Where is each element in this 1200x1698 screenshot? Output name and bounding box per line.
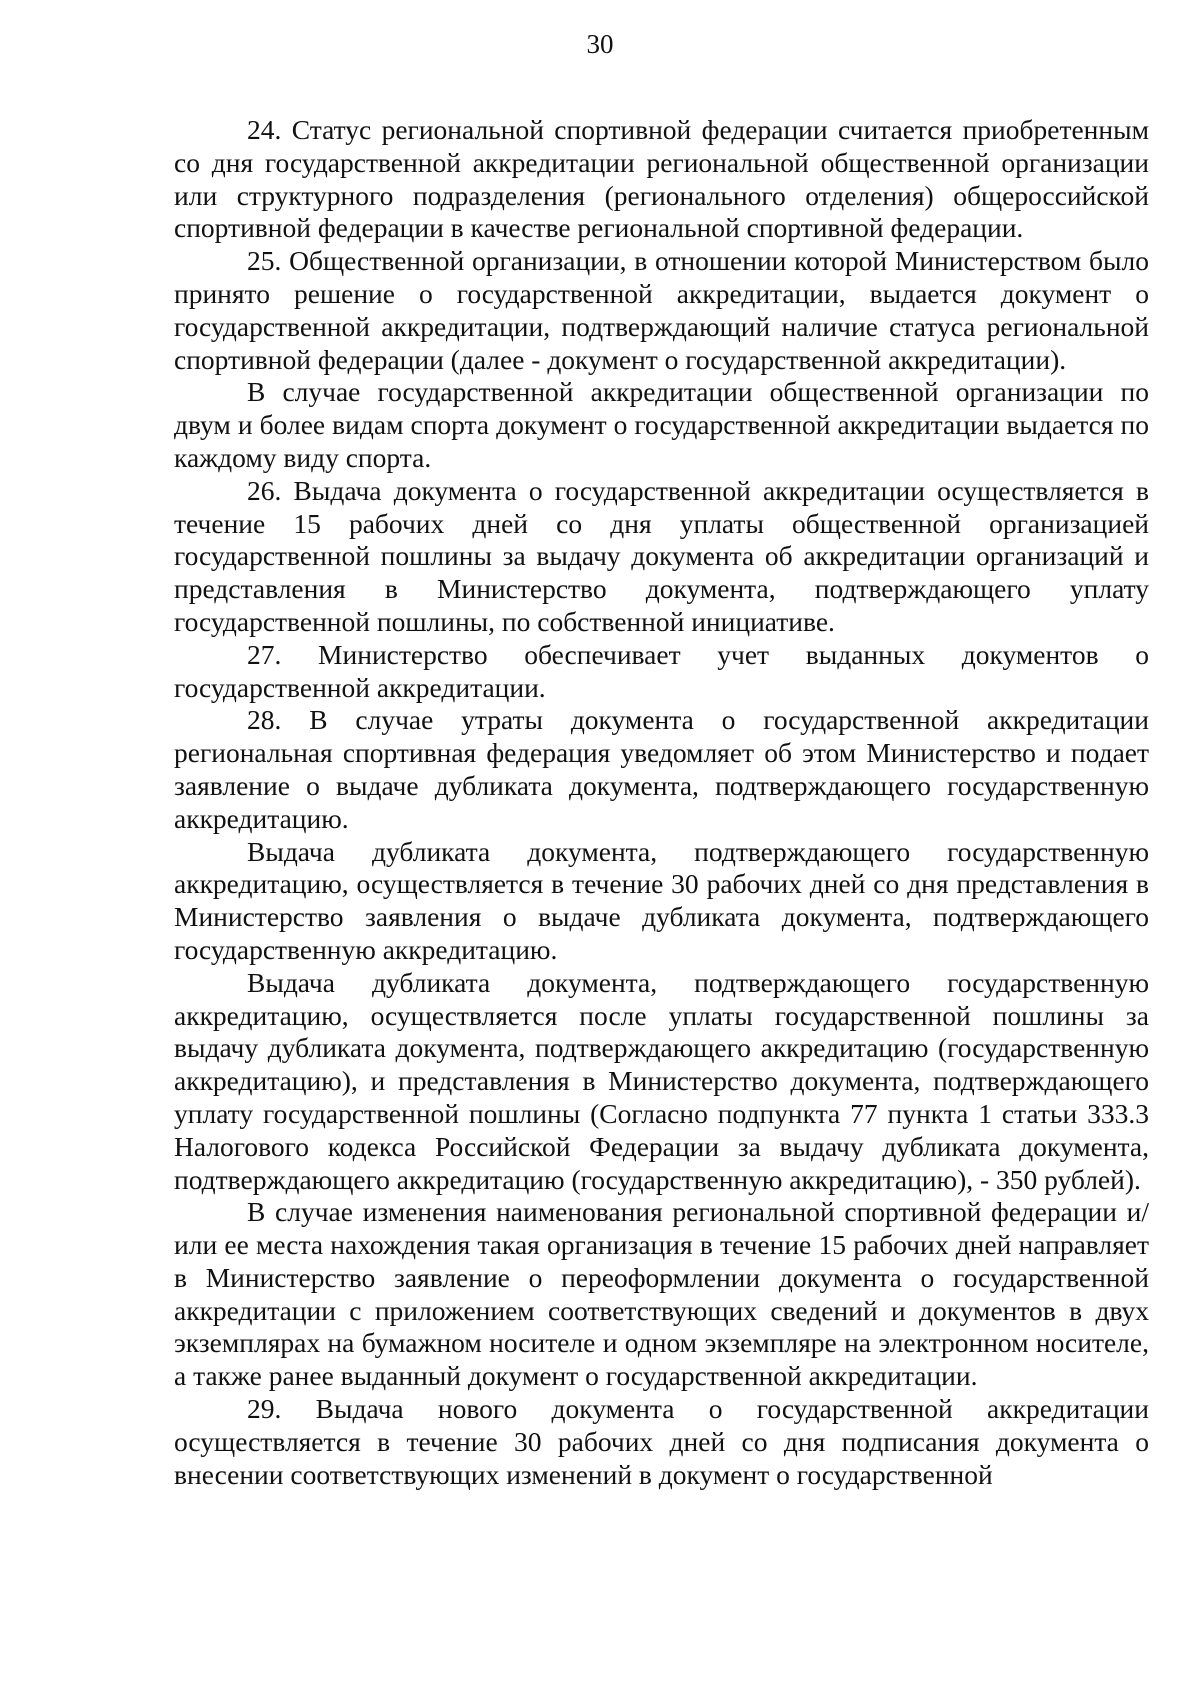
paragraph-29: 29. Выдача нового документа о государственной аккредитации осуществляется в течение 30 рабочих дней со дня подписания документа о внесении соответствующих изменений в документ о государственной — [174, 1393, 1149, 1490]
paragraph-27: 27. Министерство обеспечивает учет выданных документов о государственной аккредитации. — [174, 638, 1149, 703]
paragraph-26: 26. Выдача документа о государственной аккредитации осуществляется в течение 15 рабочих дней со дня уплаты общественной организацией государственной пошлины за выдачу документа об аккредитации организаций и представления в Министерство документа, подтверждающего уплату государственной пошлины, по собственной инициативе. — [174, 474, 1149, 637]
paragraph-25-continuation: В случае государственной аккредитации общественной организации по двум и более видам спорта документ о государственной аккредитации выдается по каждому виду спорта. — [174, 376, 1149, 473]
paragraph-28-duplicate-fee: Выдача дубликата документа, подтверждающего государственную аккредитацию, осуществляется после уплаты государственной пошлины за выдачу дубликата документа, подтверждающего аккредитацию (государственную аккредитацию), и представления в Министерство документа, подтверждающего уплату государственной пошлины (Согласно подпункта 77 пункта 1 статьи 333.3 Налогового кодекса Российской Федерации за выдачу дубликата документа, подтверждающего аккредитацию (государственную аккредитацию), - 350 рублей). — [174, 966, 1149, 1195]
page-number: 30 — [586, 29, 614, 59]
paragraph-28: 28. В случае утраты документа о государственной аккредитации региональная спортивная федерация уведомляет об этом Министерство и подает заявление о выдаче дубликата документа, подтверждающего государственную аккредитацию. — [174, 704, 1149, 834]
document-body — [174, 114, 1149, 1491]
paragraph-28-duplicate-timing: Выдача дубликата документа, подтверждающего государственную аккредитацию, осуществляется в течение 30 рабочих дней со дня представления в Министерство заявления о выдаче дубликата документа, подтверждающего государственную аккредитацию. — [174, 835, 1149, 965]
paragraph-28-name-change: В случае изменения наименования региональной спортивной федерации и/или ее места нахождения такая организация в течение 15 рабочих дней направляет в Министерство заявление о переоформлении документа о государственной аккредитации с приложением соответствующих сведений и документов в двух экземплярах на бумажном носителе и одном экземпляре на электронном носителе, а также ранее выданный документ о государственной аккредитации. — [174, 1196, 1149, 1392]
paragraph-24: 24. Статус региональной спортивной федерации считается приобретенным со дня государственной аккредитации региональной общественной организации или структурного подразделения (регионального отделения) общероссийской спортивной федерации в качестве региональной спортивной федерации. — [174, 114, 1149, 244]
paragraph-25: 25. Общественной организации, в отношении которой Министерством было принято решение о государственной аккредитации, выдается документ о государственной аккредитации, подтверждающий наличие статуса региональной спортивной федерации (далее - документ о государственной аккредитации). — [174, 245, 1149, 375]
